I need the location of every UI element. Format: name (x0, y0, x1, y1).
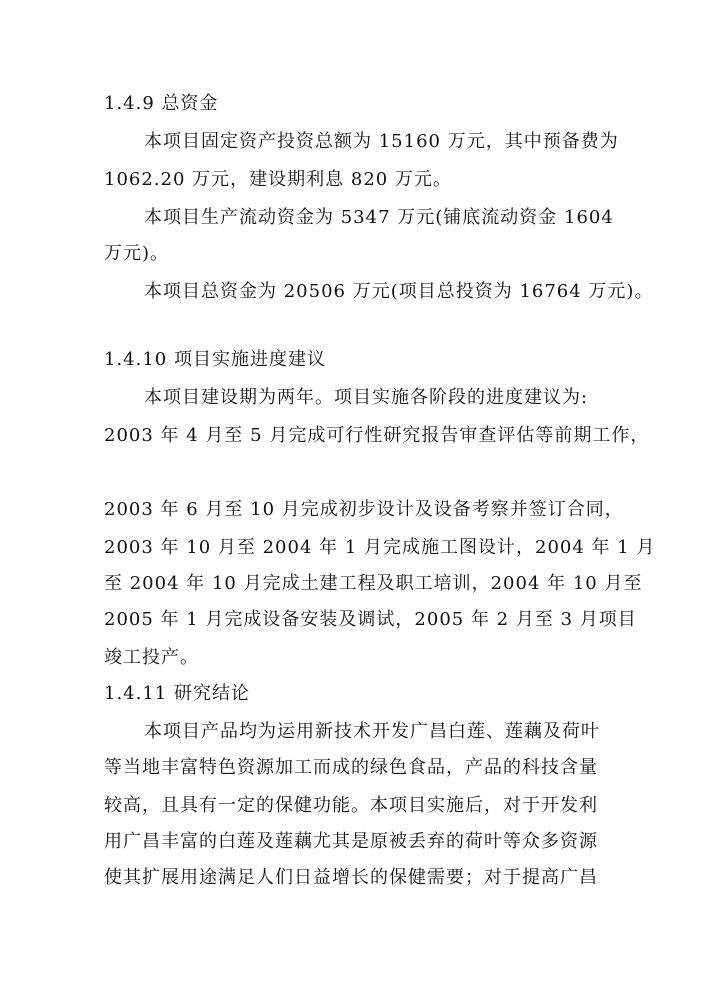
paragraph-line: 等当地丰富特色资源加工而成的绿色食品，产品的科技含量 (104, 757, 598, 778)
paragraph-line: 本项目固定资产投资总额为 15160 万元，其中预备费为 (144, 131, 619, 152)
paragraph-line: 用广昌丰富的白莲及莲藕尤其是原被丢弃的荷叶等众多资源 (104, 831, 598, 852)
paragraph-line: 竣工投产。 (104, 647, 199, 668)
paragraph-line: 本项目产品均为运用新技术开发广昌白莲、莲藕及荷叶 (144, 721, 600, 742)
paragraph-line: 本项目建设期为两年。项目实施各阶段的进度建议为: (144, 387, 589, 408)
section-heading-schedule: 1.4.10 项目实施进度建议 (104, 349, 326, 370)
paragraph-line: 至 2004 年 10 月完成土建工程及职工培训，2004 年 10 月至 (104, 573, 643, 594)
paragraph-line: 1062.20 万元，建设期利息 820 万元。 (104, 169, 452, 190)
paragraph-line: 本项目总资金为 20506 万元(项目总投资为 16764 万元)。 (144, 281, 654, 302)
paragraph-line: 2003 年 4 月至 5 月完成可行性研究报告审查评估等前期工作， (104, 425, 650, 446)
section-heading-total-funds: 1.4.9 总资金 (104, 93, 219, 114)
paragraph-line: 万元)。 (104, 243, 170, 264)
paragraph-line: 2003 年 10 月至 2004 年 1 月完成施工图设计，2004 年 1 月 (104, 537, 656, 558)
paragraph-line: 2005 年 1 月完成设备安装及调试，2005 年 2 月至 3 月项目 (104, 609, 637, 630)
paragraph-line: 较高，且具有一定的保健功能。本项目实施后，对于开发利 (104, 795, 598, 816)
paragraph-line: 使其扩展用途满足人们日益增长的保健需要；对于提高广昌 (104, 867, 598, 888)
paragraph-line: 本项目生产流动资金为 5347 万元(铺底流动资金 1604 (144, 207, 614, 228)
paragraph-line: 2003 年 6 月至 10 月完成初步设计及设备考察并签订合同， (104, 499, 624, 520)
section-heading-conclusion: 1.4.11 研究结论 (104, 683, 250, 704)
